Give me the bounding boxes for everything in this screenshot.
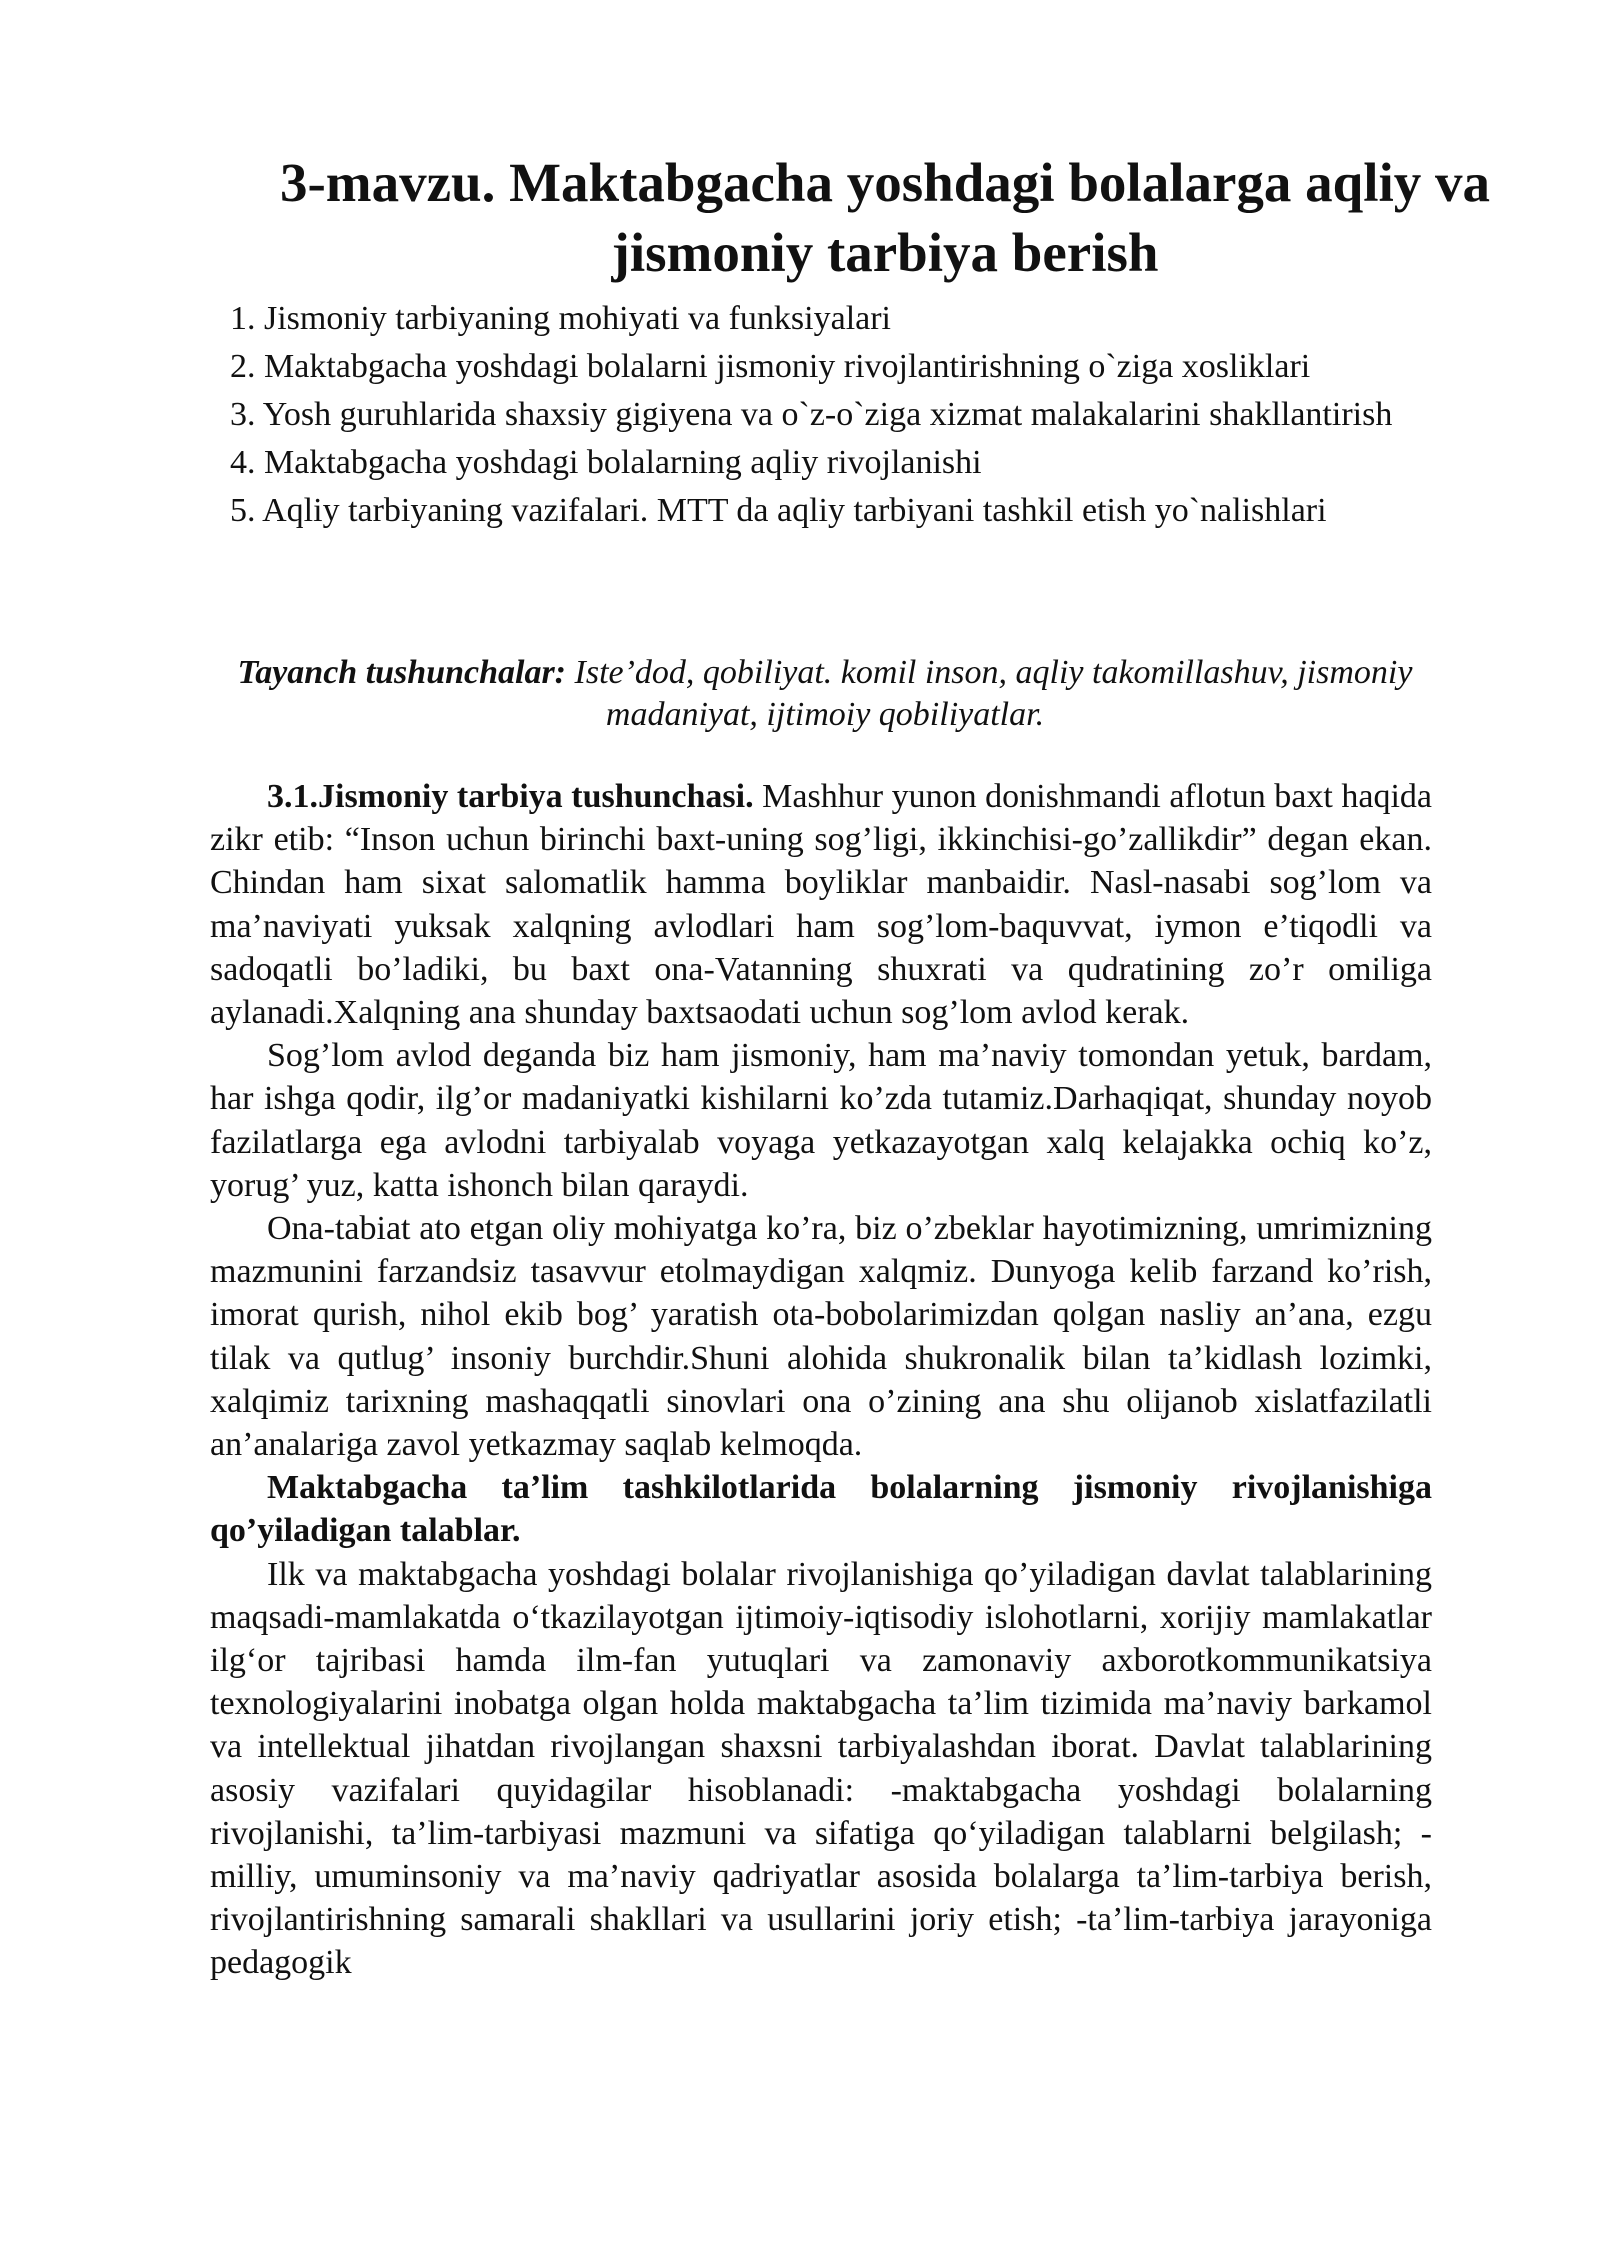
section-heading: 3.1.Jismoniy tarbiya tushunchasi. xyxy=(267,778,754,815)
key-terms-label: Tayanch tushunchalar: xyxy=(237,654,567,691)
outline-item: 2. Maktabgacha yoshdagi bolalarni jismoniy rivojlantirishning o`ziga xosliklari xyxy=(230,348,1311,385)
paragraph-text: Mashhur yunon donishmandi aflotun baxt haqida zikr etib: “Inson uchun birinchi baxt-uning sog’ligi, ikkinchisi-go’zallikdir” degan ekan. Chindan ham sixat salomatlik hamma boyliklar manbaidir. Nasl-nasabi sog’lom va ma’naviyati yuksak xalqning avlodlari ham sog’lom-baquvvat, iymon e’tiqodli va sadoqatli bo’ladiki, bu baxt ona-Vatanning shuxrati va qudratining zo’r omiliga aylanadi.Xalqning ana shunday baxtsaodati uchun sog’lom avlod kerak. xyxy=(210,778,1432,1032)
topic-outline xyxy=(230,295,1492,535)
document-title: 3-mavzu. Maktabgacha yoshdagi bolalarga aqliy va jismoniy tarbiya berish xyxy=(279,152,1491,283)
key-terms xyxy=(210,652,1440,736)
key-terms-text: Iste’dod, qobiliyat. komil inson, aqliy takomillashuv, jismoniy madaniyat, ijtimoiy qobiliyatlar. xyxy=(566,654,1413,733)
paragraph: Ona-tabiat ato etgan oliy mohiyatga ko’ra, biz o’zbeklar hayotimizning, umrimizning mazmunini farzandsiz tasavvur etolmaydigan xalqmiz. Dunyoga kelib farzand ko’rish, imorat qurish, nihol ekib bog’ yaratish ota-bobolarimizdan qolgan nasliy an’ana, ezgu tilak va qutlug’ insoniy burchdir.Shuni alohida shukronalik bilan ta’kidlash lozimki, xalqimiz tarixning mashaqqatli sinovlari ona o’zining ana shu olijanob xislatfazilatli an’analariga zavol yetkazmay saqlab kelmoqda. xyxy=(210,1210,1432,1464)
document-body xyxy=(210,775,1432,1985)
subheading: Maktabgacha ta’lim tashkilotlarida bolalarning jismoniy rivojlanishiga qo’yiladigan talablar. xyxy=(210,1469,1432,1550)
paragraph: Sog’lom avlod deganda biz ham jismoniy, ham ma’naviy tomondan yetuk, bardam, har ishga qodir, ilg’or madaniyatki kishilarni ko’zda tutamiz.Darhaqiqat, shunday noyob fazilatlarga ega avlodni tarbiyalab voyaga yetkazayotgan xalq kelajakka ochiq ko’z, yorug’ yuz, katta ishonch bilan qaraydi. xyxy=(210,1037,1432,1204)
paragraph xyxy=(210,775,1432,1034)
outline-item: 1. Jismoniy tarbiyaning mohiyati va funksiyalari xyxy=(230,300,892,337)
paragraph: Ilk va maktabgacha yoshdagi bolalar rivojlanishiga qo’yiladigan davlat talablarining maqsadi-mamlakatda o‘tkazilayotgan ijtimoiy-iqtisodiy islohotlarni, xorijiy mamlakatlar ilg‘or tajribasi hamda ilm-fan yutuqlari va zamonaviy axborotkommunikatsiya texnologiyalarini inobatga olgan holda maktabgacha ta’lim tizimida ma’naviy barkamol va intellektual jihatdan rivojlangan shaxsni tarbiyalashdan iborat. Davlat talablarining asosiy vazifalari quyidagilar hisoblanadi: -maktabgacha yoshdagi bolalarning rivojlanishi, ta’lim-tarbiyasi mazmuni va sifatiga qo‘yiladigan talablarni belgilash; -milliy, umuminsoniy va ma’naviy qadriyatlar asosida bolalarga ta’lim-tarbiya berish, rivojlantirishning samarali shakllari va usullarini joriy etish; -ta’lim-tarbiya jarayoniga pedagogik xyxy=(210,1555,1432,1982)
outline-item: 3. Yosh guruhlarida shaxsiy gigiyena va o`z-o`ziga xizmat malakalarini shakllantirish xyxy=(230,396,1393,433)
outline-item: 4. Maktabgacha yoshdagi bolalarning aqliy rivojlanishi xyxy=(230,444,982,481)
outline-item: 5. Aqliy tarbiyaning vazifalari. MTT da aqliy tarbiyani tashkil etish yo`nalishlari xyxy=(230,492,1327,529)
